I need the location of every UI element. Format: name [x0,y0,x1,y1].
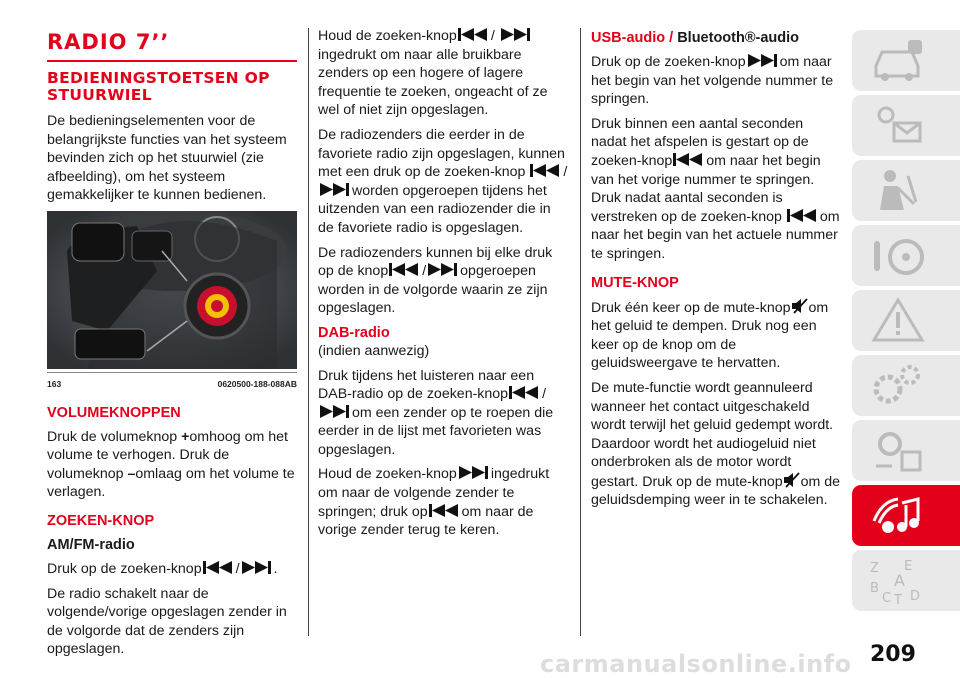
svg-text:D: D [910,589,921,604]
tab-car-info[interactable] [852,30,960,91]
am-fm-paragraph-1: Druk op de zoeken-knop / . [47,560,278,577]
volume-heading: VOLUMEKNOPPEN [47,404,181,421]
svg-text:B: B [870,581,879,596]
usb-paragraph-1: Druk op de zoeken-knop om naar het begin van het volgende nummer te springen. [591,54,834,108]
seek-forward-icon [499,28,533,41]
column-2 [318,27,568,546]
driving-steering-icon [868,231,928,281]
chapter-tabs [852,30,960,615]
seek-forward-icon [318,405,352,418]
svg-text:A: A [894,571,905,590]
seek-forward-icon [457,466,491,479]
favorites-paragraph-2: De radiozenders kunnen bij elke druk op de knop / opgeroepen worden in de volgorde waarin ze zijn opgeslagen. [318,244,553,317]
tab-emergency[interactable] [852,290,960,351]
svg-text:C: C [882,591,892,606]
tab-specifications[interactable] [852,420,960,481]
seek-forward-icon [746,54,780,67]
mute-icon [783,472,801,488]
seek-back-icon [672,153,706,166]
seek-back-icon [786,209,820,222]
usb-paragraph-2: Druk binnen een aantal seconden nadat het afspelen is gestart op de zoeken-knop om naar het begin van het vorige nummer te springen. Druk nadat aantal seconden is verstreken op de zoeken-knop om naar het begin van het actuele nummer te springen. [591,115,840,262]
seek-forward-icon [426,263,460,276]
dab-heading: DAB-radio [318,324,390,341]
intro-paragraph: De bedieningselementen voor de belangrijkste functies van het systeem bevinden zich op het stuurwiel (zie afbeelding), om het systeem gemakkelijker te kunnen bedienen. [47,113,287,204]
tab-maintenance[interactable] [852,355,960,416]
tab-dashboard-lights[interactable] [852,95,960,156]
seek-heading: ZOEKEN-KNOP [47,512,155,529]
favorites-paragraph-1: De radiozenders die eerder in de favoriete radio zijn opgeslagen, kunnen met een druk op de zoeken-knop / worden opgeroepen tijdens het uitzenden van een radiozender die in de favoriete radio is opgeslagen. [318,126,568,236]
svg-text:T: T [894,593,902,606]
column-1 [47,30,297,665]
am-fm-paragraph-2: De radio schakelt naar de volgende/vorige opgeslagen zender in de volgorde dat de zenders zijn opgeslagen. [47,585,287,658]
seek-forward-icon [318,183,352,196]
am-fm-heading: AM/FM-radio [47,536,135,553]
tab-driving[interactable] [852,225,960,286]
maintenance-gears-icon [868,361,928,411]
specifications-icon [868,426,928,476]
usb-bluetooth-heading: USB-audio / Bluetooth®-audio [591,30,800,46]
multimedia-icon [868,491,928,541]
svg-text:Z: Z [870,561,879,576]
dab-note: (indien aanwezig) [318,342,430,359]
car-info-icon [868,36,928,86]
emergency-triangle-icon [868,296,928,346]
section-title: BEDIENINGSTOETSEN OP STUURWIEL [47,69,270,104]
mute-paragraph-2: De mute-functie wordt geannuleerd wanneer het contact uitgeschakeld wordt terwijl het geluid gedempt wordt. Daardoor wordt het audiogeluid niet onderbroken als de motor wordt gestart. Druk op de mute-knop om de geluidsdemping weer in te schakelen. [591,379,841,509]
seek-back-icon [388,263,422,276]
dab-paragraph-1: Druk tijdens het luisteren naar een DAB-radio op de zoeken-knop / om een zender op te roepen die eerder in de lijst met favorieten was opgeslagen. [318,367,554,458]
page-number: 209 [870,642,916,667]
watermark: carmanualsonline.info [540,650,852,678]
seek-forward-icon [240,561,274,574]
steering-wheel-figure [47,211,297,369]
mute-icon [791,298,809,314]
title-rule [47,60,297,62]
tab-safety[interactable] [852,160,960,221]
mute-heading: MUTE-KNOP [591,274,679,291]
mute-paragraph-1: Druk één keer op de mute-knop om het geluid te dempen. Druk nog een keer op de knop om de geluidsweergave te hervatten. [591,299,829,372]
tab-index[interactable] [852,550,960,611]
figure-number: 163 [47,378,62,389]
figure-code: 0620500-188-088AB [217,378,297,389]
seek-back-icon [457,28,491,41]
column-divider-1 [308,28,309,636]
seek-back-icon [202,561,236,574]
column-divider-2 [580,28,581,636]
dashboard-lights-icon [868,101,928,151]
seek-back-icon [508,386,542,399]
svg-text:E: E [904,559,913,574]
seek-back-icon [428,504,462,517]
figure-caption [47,372,297,394]
page-title: RADIO 7’’ [47,30,170,54]
hold-seek-paragraph: Houd de zoeken-knop / ingedrukt om naar alle bruikbare zenders op een hogere of lagere frequentie te zoeken, ongeacht of ze wel of niet zijn opgeslagen. [318,28,548,119]
seek-back-icon [529,164,563,177]
alphabetical-index-icon [868,556,928,606]
dab-paragraph-2: Houd de zoeken-knop ingedrukt om naar de volgende zender te springen; druk op om naar de vorige zender terug te keren. [318,466,550,539]
safety-airbag-icon [868,166,928,216]
volume-paragraph: Druk de volumeknop +omhoog om het volume te verhogen. Druk de volumeknop –omlaag om het volume te verlagen. [47,428,295,501]
tab-multimedia[interactable] [852,485,960,546]
column-3 [591,29,841,516]
